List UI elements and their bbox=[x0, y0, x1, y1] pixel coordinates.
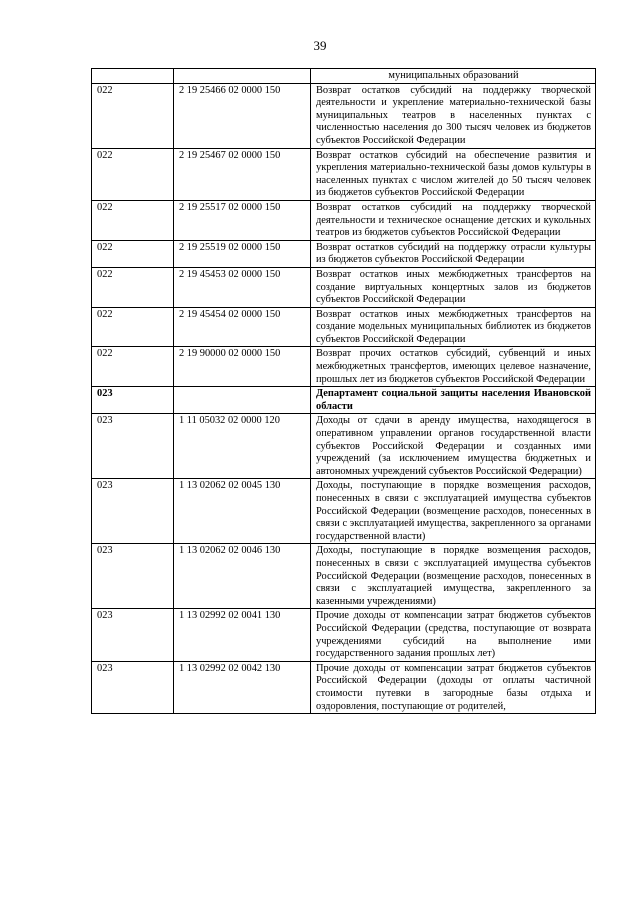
description-cell: Доходы, поступающие в порядке возмещения расходов, понесенных в связи с эксплуатацией имущества субъектов Российской Федерации (возмещение расходов, понесенных в связи с эксплуатацией имущества, закрепленного за казенными учреждениями) bbox=[311, 544, 596, 609]
admin-code-cell: 022 bbox=[92, 307, 174, 347]
description-cell: Возврат остатков иных межбюджетных трансфертов на создание модельных муниципальных библиотек из бюджетов субъектов Российской Федерации bbox=[311, 307, 596, 347]
admin-code-cell: 022 bbox=[92, 200, 174, 240]
revenue-code-cell: 1 13 02992 02 0041 130 bbox=[174, 609, 311, 661]
admin-code-cell: 023 bbox=[92, 661, 174, 713]
table-row bbox=[92, 414, 596, 479]
admin-code-cell: 022 bbox=[92, 240, 174, 267]
revenue-codes-table bbox=[91, 68, 596, 714]
revenue-code-cell: 1 11 05032 02 0000 120 bbox=[174, 414, 311, 479]
table-row bbox=[92, 148, 596, 200]
admin-code-cell: 022 bbox=[92, 267, 174, 307]
revenue-code-cell: 1 13 02992 02 0042 130 bbox=[174, 661, 311, 713]
admin-code-cell: 022 bbox=[92, 148, 174, 200]
description-cell: Прочие доходы от компенсации затрат бюджетов субъектов Российской Федерации (доходы от оплаты частичной стоимости путевки в загородные базы отдыха и оздоровления, поступающие от родителей, bbox=[311, 661, 596, 713]
admin-code-cell: 023 bbox=[92, 609, 174, 661]
admin-code-cell: 022 bbox=[92, 83, 174, 148]
table-row bbox=[92, 661, 596, 713]
revenue-code-cell: 2 19 90000 02 0000 150 bbox=[174, 347, 311, 387]
admin-code-cell bbox=[92, 69, 174, 84]
description-cell: Возврат прочих остатков субсидий, субвенций и иных межбюджетных трансфертов, имеющих целевое назначение, прошлых лет из бюджетов субъектов Российской Федерации bbox=[311, 347, 596, 387]
table-row bbox=[92, 83, 596, 148]
revenue-code-cell bbox=[174, 387, 311, 414]
admin-code-cell: 022 bbox=[92, 347, 174, 387]
description-cell: Доходы, поступающие в порядке возмещения расходов, понесенных в связи с эксплуатацией имущества субъектов Российской Федерации (возмещение расходов, понесенных в связи с эксплуатацией имущества, закрепленного за органами государственной власти) bbox=[311, 479, 596, 544]
table-row bbox=[92, 609, 596, 661]
revenue-code-cell: 2 19 25466 02 0000 150 bbox=[174, 83, 311, 148]
description-cell: Доходы от сдачи в аренду имущества, находящегося в оперативном управлении органов государственной власти субъектов Российской Федерации и созданных ими учреждений (за исключением имущества бюджетных и автономных учреждений субъектов Российской Федерации) bbox=[311, 414, 596, 479]
revenue-code-cell: 2 19 45454 02 0000 150 bbox=[174, 307, 311, 347]
description-cell: Прочие доходы от компенсации затрат бюджетов субъектов Российской Федерации (средства, поступающие от возврата учреждениями субсидий на выполнение ими государственного задания прошлых лет) bbox=[311, 609, 596, 661]
revenue-code-cell: 1 13 02062 02 0045 130 bbox=[174, 479, 311, 544]
department-title-cell: Департамент социальной защиты населения Ивановской области bbox=[311, 387, 596, 414]
section-header-row bbox=[92, 387, 596, 414]
admin-code-cell: 023 bbox=[92, 479, 174, 544]
admin-code-cell: 023 bbox=[92, 387, 174, 414]
table-row bbox=[92, 479, 596, 544]
table-row bbox=[92, 240, 596, 267]
description-cell: Возврат остатков субсидий на поддержку творческой деятельности и техническое оснащение детских и кукольных театров из бюджетов субъектов Российской Федерации bbox=[311, 200, 596, 240]
description-cell: Возврат остатков иных межбюджетных трансфертов на создание виртуальных концертных залов из бюджетов субъектов Российской Федерации bbox=[311, 267, 596, 307]
table-row bbox=[92, 307, 596, 347]
revenue-code-cell: 2 19 25519 02 0000 150 bbox=[174, 240, 311, 267]
revenue-code-cell: 1 13 02062 02 0046 130 bbox=[174, 544, 311, 609]
table-row bbox=[92, 267, 596, 307]
page-number: 39 bbox=[313, 38, 327, 53]
admin-code-cell: 023 bbox=[92, 544, 174, 609]
table-row bbox=[92, 69, 596, 84]
revenue-code-cell: 2 19 45453 02 0000 150 bbox=[174, 267, 311, 307]
description-cell: муниципальных образований bbox=[311, 69, 596, 84]
revenue-code-cell: 2 19 25517 02 0000 150 bbox=[174, 200, 311, 240]
revenue-code-cell bbox=[174, 69, 311, 84]
admin-code-cell: 023 bbox=[92, 414, 174, 479]
table-row bbox=[92, 544, 596, 609]
revenue-code-cell: 2 19 25467 02 0000 150 bbox=[174, 148, 311, 200]
table-row bbox=[92, 347, 596, 387]
description-cell: Возврат остатков субсидий на поддержку отрасли культуры из бюджетов субъектов Российской Федерации bbox=[311, 240, 596, 267]
description-cell: Возврат остатков субсидий на поддержку творческой деятельности и укрепление материально-технической базы муниципальных театров в населенных пунктах с численностью населения до 300 тысяч человек из бюджетов субъектов Российской Федерации bbox=[311, 83, 596, 148]
description-cell: Возврат остатков субсидий на обеспечение развития и укрепления материально-технической базы домов культуры в населенных пунктах с числом жителей до 50 тысяч человек из бюджетов субъектов Российской Федерации bbox=[311, 148, 596, 200]
table-row bbox=[92, 200, 596, 240]
